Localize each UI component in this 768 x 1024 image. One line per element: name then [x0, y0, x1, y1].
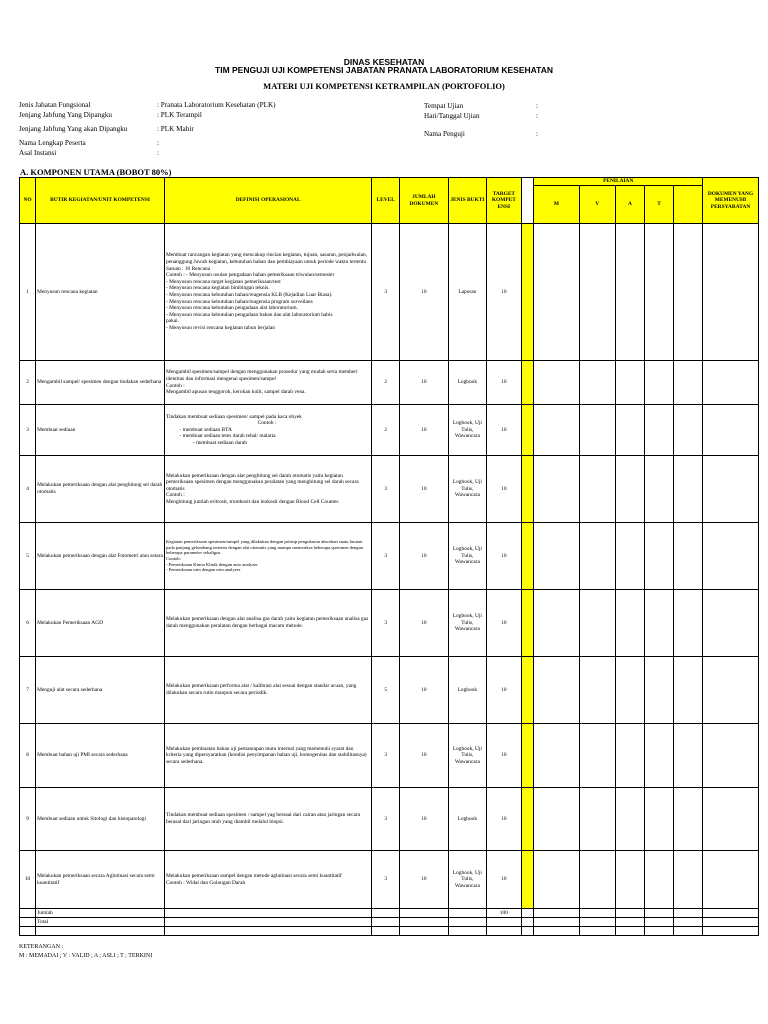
cell-target: 10 — [487, 788, 521, 851]
cell-jenis: Logbook, Uji Tulis, Wawancara — [448, 590, 487, 657]
portfolio-table — [19, 177, 759, 936]
cell-level: 2 — [372, 405, 400, 456]
cell-blank — [673, 224, 702, 361]
jumlah-label: Jumlah — [36, 909, 165, 918]
cell-level: 3 — [372, 523, 400, 590]
cell-dokumen — [703, 224, 759, 361]
cell-marker — [521, 456, 534, 523]
cell-dokumen — [703, 724, 759, 788]
cell-definisi: Tindakan membuat sediaan spesimen / sampel yag berasal dari cairan atau jaringan secara berasal dari jaringan utuh yang diambil melalui biopsi. — [164, 788, 371, 851]
cell-empty — [20, 927, 36, 936]
cell-t — [645, 405, 674, 456]
cell-definisi: Melakukan pembuatan bahan uji pemantapan mutu internal yang memenuhi syarat dan kriteria yang dipersyaratkan (kondisi penyimpanan bahan uji, homogenitas dan stabilitasnya) secara sederhana. — [164, 724, 371, 788]
col-header-dokumen: DOKUMEN YANG MEMENUHI PERSYARATAN — [703, 178, 759, 224]
table-row — [20, 456, 759, 523]
table-row — [20, 405, 759, 456]
cell-dokumen — [703, 851, 759, 909]
cell-empty — [645, 927, 674, 936]
cell-empty — [487, 927, 521, 936]
cell-jumlah: 10 — [400, 657, 448, 724]
cell-level: 3 — [372, 456, 400, 523]
table-row — [20, 590, 759, 657]
cell-target: 10 — [487, 590, 521, 657]
col-header-jenis: JENIS BUKTI — [448, 178, 487, 224]
cell-no: 6 — [20, 590, 36, 657]
cell-butir: Melakukan Pemeriksaan AGD — [36, 590, 165, 657]
cell-target: 10 — [487, 657, 521, 724]
keterangan-label: KETERANGAN : — [19, 944, 64, 950]
cell-dokumen — [703, 788, 759, 851]
info-label: Nama Penguji — [424, 130, 465, 138]
info-value: : — [536, 102, 538, 110]
cell-empty — [579, 909, 616, 918]
cell-a — [616, 405, 645, 456]
cell-m — [534, 724, 579, 788]
cell-definisi: Membuat rancangan kegiatan yang mencakup rincian kegiatan, tujuan, sasaran, penjadwalan, penanggung Jawab kegiatan, kebutuhan bahan dan pembiayaan untuk periode waktu tertentu Satuan : 10 Rencana Contoh : - Menyusun usulan pengadaan bahan pemeriksaan triwulan/semester - Menyusun rencana target kegiatan pemeriksaan/test - Menyusun rencana kegiatan bimbingan teknis. - Menyusun rencana kebutuhan bahan/reagensia KLB (Kejadian Luar Biasa). - Menyusun rencana kebutuhan bahan/reagensia program surveilans - Menyusun rencana kebutuhan pengadaan alat laboratorium. - Menyusun rencana kebutuhan pengadaan bahan dan alat laboratorium habis pakai. - Menyusun revisi rencana kegiatan tahun berjalan — [164, 224, 371, 361]
col-header-v: V — [579, 186, 616, 224]
cell-empty — [20, 918, 36, 927]
cell-empty — [448, 927, 487, 936]
cell-t — [645, 523, 674, 590]
cell-no: 9 — [20, 788, 36, 851]
cell-m — [534, 788, 579, 851]
cell-empty — [448, 909, 487, 918]
cell-empty — [521, 909, 534, 918]
cell-marker — [521, 523, 534, 590]
cell-m — [534, 657, 579, 724]
cell-definisi: Melakukan pemeriksaan dengan alat penghitung sel darah otomatis yaitu kegiatan pemeriksaan spesimen dengan menggunakan peralatan yang menghitung sel darah secara otomatis Contoh : Menghitung jumlah eritrosit, trombosit dan leukosit dengan Blood Cell Counter. — [164, 456, 371, 523]
cell-empty — [616, 918, 645, 927]
table-row — [20, 788, 759, 851]
cell-empty — [400, 927, 448, 936]
cell-empty — [703, 918, 759, 927]
cell-empty — [673, 918, 702, 927]
cell-dokumen — [703, 523, 759, 590]
cell-jenis: Logbook, Uji Tulis, Wawancara — [448, 523, 487, 590]
cell-marker — [521, 851, 534, 909]
cell-blank — [673, 456, 702, 523]
header-title-1: DINAS KESEHATAN — [343, 57, 425, 67]
cell-m — [534, 851, 579, 909]
cell-blank — [673, 361, 702, 405]
cell-blank — [673, 590, 702, 657]
cell-t — [645, 456, 674, 523]
cell-t — [645, 788, 674, 851]
cell-level: 3 — [372, 224, 400, 361]
cell-definisi: Tindakan membuat sediaan spesimen/ sampel pada kaca obyek Contoh : - membuat sediaan BTA - membuat sediaan tetes darah tebal/ malaria - membuat sediaan darah — [164, 405, 371, 456]
cell-butir: Menguji alat secara sederhana — [36, 657, 165, 724]
cell-jumlah: 10 — [400, 456, 448, 523]
cell-t — [645, 724, 674, 788]
cell-empty — [521, 927, 534, 936]
cell-a — [616, 361, 645, 405]
cell-marker — [521, 590, 534, 657]
table-row — [20, 361, 759, 405]
cell-a — [616, 851, 645, 909]
cell-jumlah: 10 — [400, 590, 448, 657]
cell-jenis: Logbook, Uji Tulis, Wawancara — [448, 724, 487, 788]
cell-empty — [400, 918, 448, 927]
cell-empty — [372, 918, 400, 927]
cell-empty — [534, 927, 579, 936]
cell-m — [534, 224, 579, 361]
cell-blank — [673, 657, 702, 724]
cell-marker — [521, 224, 534, 361]
cell-empty — [521, 918, 534, 927]
cell-marker — [521, 405, 534, 456]
cell-m — [534, 361, 579, 405]
cell-empty — [579, 918, 616, 927]
cell-empty — [164, 909, 371, 918]
info-label: Hari/Tanggal Ujian — [424, 112, 480, 120]
cell-marker — [521, 657, 534, 724]
info-value: : PLK Terampil — [157, 111, 202, 119]
info-value: : — [157, 139, 159, 147]
cell-marker — [521, 361, 534, 405]
cell-blank — [673, 851, 702, 909]
info-value: : — [536, 130, 538, 138]
cell-v — [579, 523, 616, 590]
cell-a — [616, 724, 645, 788]
info-value: : — [157, 149, 159, 157]
cell-v — [579, 590, 616, 657]
cell-m — [534, 456, 579, 523]
cell-jenis: Laporan — [448, 224, 487, 361]
cell-no: 4 — [20, 456, 36, 523]
col-header-level: LEVEL — [372, 178, 400, 224]
col-header-blank — [673, 186, 702, 224]
cell-empty — [534, 918, 579, 927]
cell-butir: Menyusun rencana kegiatan — [36, 224, 165, 361]
cell-no: 5 — [20, 523, 36, 590]
col-header-no: NO — [20, 178, 36, 224]
cell-v — [579, 361, 616, 405]
cell-t — [645, 224, 674, 361]
keterangan-text: M : MEMADAI ; V : VALID ; A ; ASLI ; T ; TERKINI — [19, 953, 153, 959]
cell-a — [616, 224, 645, 361]
cell-empty — [372, 927, 400, 936]
table-row — [20, 224, 759, 361]
col-header-jumlah: JUMLAH DOKUMEN — [400, 178, 448, 224]
cell-no: 3 — [20, 405, 36, 456]
cell-dokumen — [703, 657, 759, 724]
cell-t — [645, 361, 674, 405]
cell-jenis: Logbook, Uji Tulis, Wawancara — [448, 456, 487, 523]
cell-dokumen — [703, 456, 759, 523]
cell-jumlah: 10 — [400, 788, 448, 851]
cell-no: 10 — [20, 851, 36, 909]
cell-butir: Melakukan pemeriksaan dengan alat penghitung sel darah otomatis — [36, 456, 165, 523]
cell-a — [616, 523, 645, 590]
cell-jenis: Logbook, Uji Tulis, Wawancara — [448, 405, 487, 456]
table-row — [20, 657, 759, 724]
cell-a — [616, 456, 645, 523]
cell-empty — [645, 918, 674, 927]
cell-butir: Membuat sediaan — [36, 405, 165, 456]
cell-a — [616, 657, 645, 724]
cell-butir: Membuat bahan uji PMI secara sederhana — [36, 724, 165, 788]
col-header-definisi: DEFINISI OPERASIONAL — [164, 178, 371, 224]
table-row — [20, 523, 759, 590]
cell-blank — [673, 405, 702, 456]
cell-a — [616, 590, 645, 657]
cell-a — [616, 788, 645, 851]
col-header-butir: BUTIR KEGIATAN/UNIT KOMPETENSI — [36, 178, 165, 224]
cell-target: 10 — [487, 224, 521, 361]
cell-jumlah: 10 — [400, 224, 448, 361]
cell-jumlah: 10 — [400, 405, 448, 456]
jumlah-value: 100 — [487, 909, 521, 918]
col-header-target: TARGET KOMPET ENSI — [487, 178, 521, 224]
cell-empty — [673, 909, 702, 918]
cell-jumlah: 10 — [400, 724, 448, 788]
cell-empty — [400, 909, 448, 918]
cell-empty — [703, 927, 759, 936]
cell-butir: Melakukan pemeriksaan dengan alat Fotometri atau setara — [36, 523, 165, 590]
cell-t — [645, 657, 674, 724]
cell-definisi: Melakukan pemeriksaan sampel dengan metode aglutinasi secara semi kuantitatif Contoh : Widal dan Golongan Darah — [164, 851, 371, 909]
cell-empty — [534, 909, 579, 918]
cell-v — [579, 657, 616, 724]
cell-blank — [673, 523, 702, 590]
cell-level: 3 — [372, 590, 400, 657]
cell-definisi: Melakukan pemeriksaan dengan alat analisa gas darah yaitu kegiatan pemeriksaan analisa gas darah menggunakan peralatan dengan berbagai macam metode. — [164, 590, 371, 657]
cell-jenis: Logbook — [448, 657, 487, 724]
info-label: Tempat Ujian — [424, 102, 464, 110]
header-title-2: TIM PENGUJI UJI KOMPETENSI JABATAN PRANATA LABORATORIUM KESEHATAN — [215, 65, 553, 75]
cell-level: 3 — [372, 724, 400, 788]
cell-dokumen — [703, 361, 759, 405]
info-label: Nama Lengkap Peserta — [19, 139, 86, 147]
cell-empty — [487, 918, 521, 927]
cell-m — [534, 590, 579, 657]
cell-t — [645, 851, 674, 909]
cell-no: 8 — [20, 724, 36, 788]
col-header-a: A — [616, 186, 645, 224]
cell-target: 10 — [487, 523, 521, 590]
info-value: : Pranata Laboratorium Kesehatan (PLK) — [157, 101, 276, 109]
section-title: A. KOMPONEN UTAMA (BOBOT 80%) — [20, 167, 172, 177]
spacer-cell — [521, 178, 534, 224]
cell-dokumen — [703, 405, 759, 456]
col-header-m: M — [534, 186, 579, 224]
cell-definisi: Melakukan pemeriksaan performa alat / kalibrasi alat sesuai dengan standar acuan, yang dilakukan secara rutin maupun secara periodik. — [164, 657, 371, 724]
jumlah-row — [20, 909, 759, 918]
cell-m — [534, 405, 579, 456]
cell-target: 10 — [487, 724, 521, 788]
total-label: Total — [36, 918, 165, 927]
cell-empty — [645, 909, 674, 918]
table-header-row — [20, 178, 759, 186]
cell-blank — [673, 724, 702, 788]
cell-t — [645, 590, 674, 657]
cell-empty — [448, 918, 487, 927]
cell-empty — [673, 927, 702, 936]
info-label: Asal Instansi — [19, 149, 57, 157]
cell-level: 3 — [372, 851, 400, 909]
cell-empty — [20, 909, 36, 918]
cell-no: 2 — [20, 361, 36, 405]
cell-empty — [372, 909, 400, 918]
cell-blank — [673, 788, 702, 851]
cell-v — [579, 724, 616, 788]
cell-empty — [616, 909, 645, 918]
cell-no: 1 — [20, 224, 36, 361]
cell-level: 5 — [372, 657, 400, 724]
cell-target: 10 — [487, 851, 521, 909]
cell-empty — [579, 927, 616, 936]
total-row — [20, 918, 759, 927]
header-title-3: MATERI UJI KOMPETENSI KETRAMPILAN (PORTOFOLIO) — [263, 81, 505, 91]
cell-jenis: Logbook — [448, 788, 487, 851]
cell-dokumen — [703, 590, 759, 657]
info-label: Jenis Jabatan Fungsional — [19, 101, 91, 109]
cell-empty — [164, 918, 371, 927]
cell-v — [579, 405, 616, 456]
cell-target: 10 — [487, 456, 521, 523]
cell-butir: Mengambil sampel/ spesimen dengan tindakan sederhana — [36, 361, 165, 405]
cell-empty — [703, 909, 759, 918]
info-value: : PLK Mahir — [157, 125, 194, 133]
cell-jumlah: 10 — [400, 361, 448, 405]
cell-jenis: Logbook — [448, 361, 487, 405]
cell-butir: Membuat sediaan untuk Sitologi dan histopatologi — [36, 788, 165, 851]
cell-level: 2 — [372, 361, 400, 405]
col-header-t: T — [645, 186, 674, 224]
col-header-penilaian: PENILAIAN — [534, 178, 703, 186]
cell-jumlah: 10 — [400, 523, 448, 590]
info-label: Jenjang Jabfung Yang Dipangku — [19, 111, 113, 119]
cell-marker — [521, 724, 534, 788]
info-value: : — [536, 112, 538, 120]
table-row — [20, 851, 759, 909]
cell-empty — [36, 927, 165, 936]
cell-v — [579, 851, 616, 909]
cell-definisi: Mengambil spesimen/sampel dengan menggunakan prosedur yang mudah serta memberi identitas dan informasi mengenai spesimen/sampel Contoh : Mengambil apusan tenggorok, kerokan kulit, sampel darah vena. — [164, 361, 371, 405]
cell-jenis: Logbook, Uji Tulis, Wawancara — [448, 851, 487, 909]
info-label: Jenjang Jabfung Yang akan Dipangku — [19, 125, 128, 133]
cell-definisi: Kegiatan pemeriksaan spesimen/sampel yang dilakukan dengan prinsip pengukuran absorban suatu larutan pada panjang gelombang tertentu dengan alat otomatis yang mampu memeriksa beberapa spesimen dengan beberapa parameter sekaligus. Contoh: - Pemeriksaan Kimia Klinik dengan auto analyzer - Pemeriksaan urin dengan urin analyzer — [164, 523, 371, 590]
cell-v — [579, 224, 616, 361]
table-row — [20, 724, 759, 788]
cell-m — [534, 523, 579, 590]
cell-marker — [521, 788, 534, 851]
cell-v — [579, 788, 616, 851]
cell-no: 7 — [20, 657, 36, 724]
cell-butir: Melakukan pemeriksaan secara Aglutinasi secara semi kuantitatif — [36, 851, 165, 909]
blank-row — [20, 927, 759, 936]
cell-empty — [616, 927, 645, 936]
cell-target: 10 — [487, 405, 521, 456]
cell-empty — [164, 927, 371, 936]
cell-target: 10 — [487, 361, 521, 405]
cell-jumlah: 10 — [400, 851, 448, 909]
cell-v — [579, 456, 616, 523]
cell-level: 3 — [372, 788, 400, 851]
